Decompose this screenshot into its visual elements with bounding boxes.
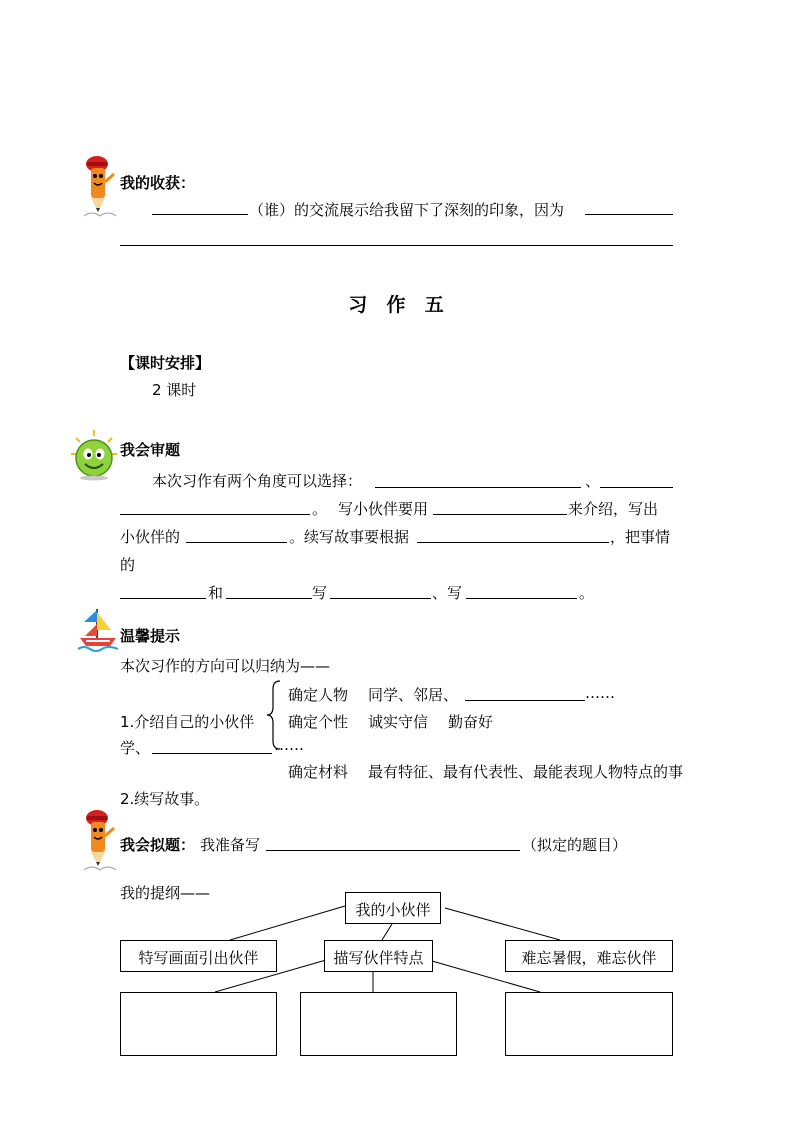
harvest-title: 我的收获： [120, 174, 196, 192]
tips-row2-text: 诚实守信 [368, 713, 429, 731]
review-text-4: 写小伙伴要用 [338, 500, 429, 518]
review-text-3: 。 [312, 500, 328, 518]
tips-row3-text: 最有特征、最有代表性、最能表现人物特点的事 [368, 763, 684, 781]
tips-row2-text2: 勤奋好 [448, 713, 494, 731]
tips-title: 温馨提示 [120, 627, 181, 645]
review-text-12: 、写 [432, 584, 463, 602]
tips-item1: 1.介绍自己的小伙伴 [120, 713, 255, 731]
outline-answer-box-1[interactable] [120, 992, 277, 1056]
harvest-sentence: （谁）的交流展示给我留下了深刻的印象，因为 [249, 201, 565, 219]
outline-answer-box-3[interactable] [505, 992, 673, 1056]
review-text-1: 本次习作有两个角度可以选择： [152, 472, 363, 490]
tips-row1-text: 同学、邻居、 [368, 686, 459, 704]
review-text-10: 和 [208, 584, 224, 602]
outline-root-box [345, 892, 441, 924]
outline-label: 我的提纲—— [120, 884, 211, 902]
tips-row2-ellipsis: …… [274, 736, 304, 754]
title-plan-text: 我准备写 [200, 836, 261, 854]
review-title: 我会审题 [120, 441, 181, 459]
tips-row3-label: 确定材料 [288, 763, 349, 781]
tips-intro: 本次习作的方向可以归纳为—— [120, 657, 331, 675]
tips-row2-cont: 学、 [120, 739, 151, 757]
review-text-8: ，把事情 [610, 528, 671, 546]
schedule-value: 2 课时 [152, 381, 197, 399]
page-title: 习 作 五 [348, 294, 446, 316]
outline-branch-1-label: 特写画面引出伙伴 [138, 949, 259, 967]
review-text-5: 来介绍，写出 [568, 500, 659, 518]
outline-answer-box-2[interactable] [300, 992, 457, 1056]
outline-branch-3-box [505, 940, 673, 972]
review-text-11: 写 [312, 584, 328, 602]
tips-item2: 2.续写故事。 [120, 790, 210, 808]
review-text-7: 。续写故事要根据 [289, 528, 410, 546]
tips-row1-ellipsis: …… [585, 684, 615, 702]
review-text-9: 的 [120, 556, 136, 574]
outline-branch-2-box [324, 940, 433, 972]
outline-root-label: 我的小伙伴 [355, 901, 431, 919]
review-text-6: 小伙伴的 [120, 528, 181, 546]
title-plan-suffix: （拟定的题目） [522, 836, 628, 854]
outline-branch-1-box [120, 940, 277, 972]
tips-row2-label: 确定个性 [288, 713, 349, 731]
tips-row1-label: 确定人物 [288, 686, 349, 704]
review-text-2: 、 [585, 472, 601, 490]
title-plan-title: 我会拟题： [120, 836, 196, 854]
schedule-label: 【课时安排】 [120, 354, 211, 372]
outline-branch-2-label: 描写伙伴特点 [333, 949, 424, 967]
review-text-13: 。 [579, 584, 595, 602]
outline-branch-3-label: 难忘暑假，难忘伙伴 [521, 949, 657, 967]
